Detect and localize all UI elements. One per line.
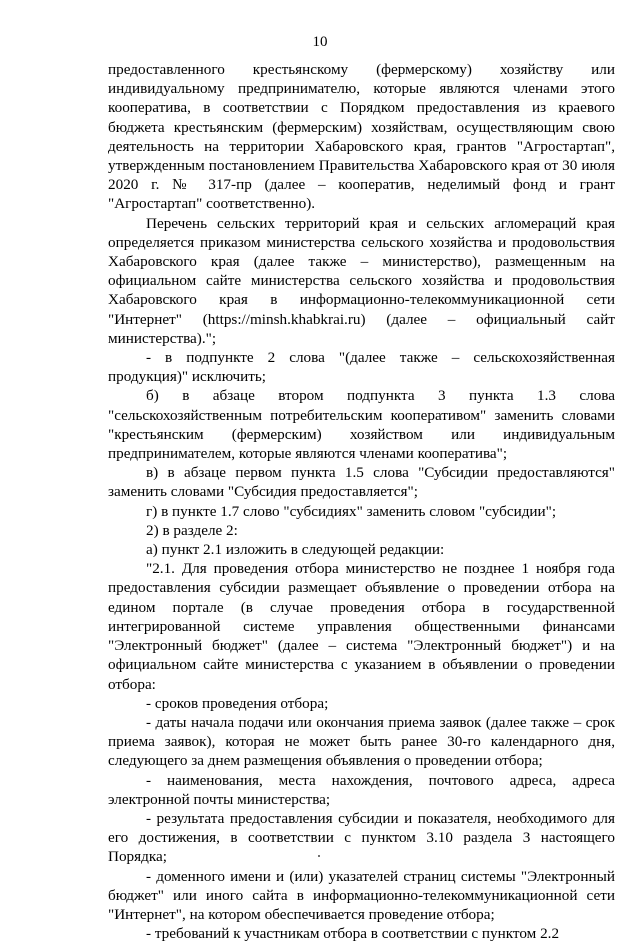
paragraph-territories-list: Перечень сельских территорий края и сельских агломераций края определяется приказом министерства сельского хозяйства и продовольствия Хабаровского края (далее также – министерство), размещенным на официальном сайте министерства сельского хозяйства и продовольствия Хабаровского края в информационно-телекоммуникационной сети "Интернет" (https://minsh.khabkrai.ru) (далее – официальный сайт министерства)."; (108, 214, 615, 347)
list-item-result: - результата предоставления субсидии и показателя, необходимого для его достижения, в соответствии с пунктом 3.10 раздела 3 настоящего Порядка; (108, 809, 615, 866)
paragraph-continuation: предоставленного крестьянскому (фермерскому) хозяйству или индивидуальному предпринимателю, которые являются членами этого кооператива, в соответствии с Порядком предоставления из краевого бюджета крестьянским (фермерским) хозяйствам, осуществляющим свою деятельность на территории Хабаровского края, грантов "Агростартап", утвержденным постановлением Правительства Хабаровского края от 30 июля 2020 г. № 317-пр (далее – кооператив, неделимый фонд и грант "Агростартап" соответственно). (108, 61, 615, 213)
list-item-domain: - доменного имени и (или) указателей страниц системы "Электронный бюджет" или иного сайта в информационно-телекоммуникационной сети "Интернет", на котором обеспечивается проведение отбора; (108, 867, 615, 923)
list-item-requirements: - требований к участникам отбора в соответствии с пунктом 2.2 (146, 925, 560, 943)
page-number: 10 (312, 34, 328, 50)
list-item-name-address: - наименования, места нахождения, почтового адреса, адреса электронной почты министерства; (108, 771, 615, 808)
paragraph-section-2: 2) в разделе 2: (146, 521, 238, 539)
paragraph-item-g: г) в пункте 1.7 слово "субсидиях" заменить словом "субсидии"; (146, 502, 557, 520)
list-item-terms: - сроков проведения отбора; (146, 694, 329, 712)
paragraph-subpoint-2: - в подпункте 2 слова "(далее также – сельскохозяйственная продукция)" исключить; (108, 349, 615, 386)
paragraph-item-b: б) в абзаце втором подпункта 3 пункта 1.3 слова "сельскохозяйственным потребительским кооперативом" заменить словами "крестьянским (фермерским) хозяйством или индивидуальным предпринимателем, которые являются членами кооператива"; (108, 387, 615, 463)
scan-speck (318, 855, 320, 857)
document-body (108, 60, 615, 943)
paragraph-item-a: а) пункт 2.1 изложить в следующей редакции: (146, 541, 445, 559)
paragraph-point-2-1: "2.1. Для проведения отбора министерство не позднее 1 ноября года предоставления субсидии размещает объявление о проведении отбора на едином портале (в случае проведения отбора в государственной интегрированной системе управления общественными финансами "Электронный бюджет" (далее – система "Электронный бюджет") и на официальном сайте министерства с указанием в объявлении о проведении отбора: (108, 560, 615, 693)
list-item-dates: - даты начала подачи или окончания приема заявок (далее также – срок приема заявок), которая не может быть ранее 30-го календарного дня, следующего за днем размещения объявления о проведении отбора; (108, 713, 615, 770)
paragraph-item-v: в) в абзаце первом пункта 1.5 слова "Субсидии предоставляются" заменить словами "Субсидия предоставляется"; (108, 464, 615, 501)
